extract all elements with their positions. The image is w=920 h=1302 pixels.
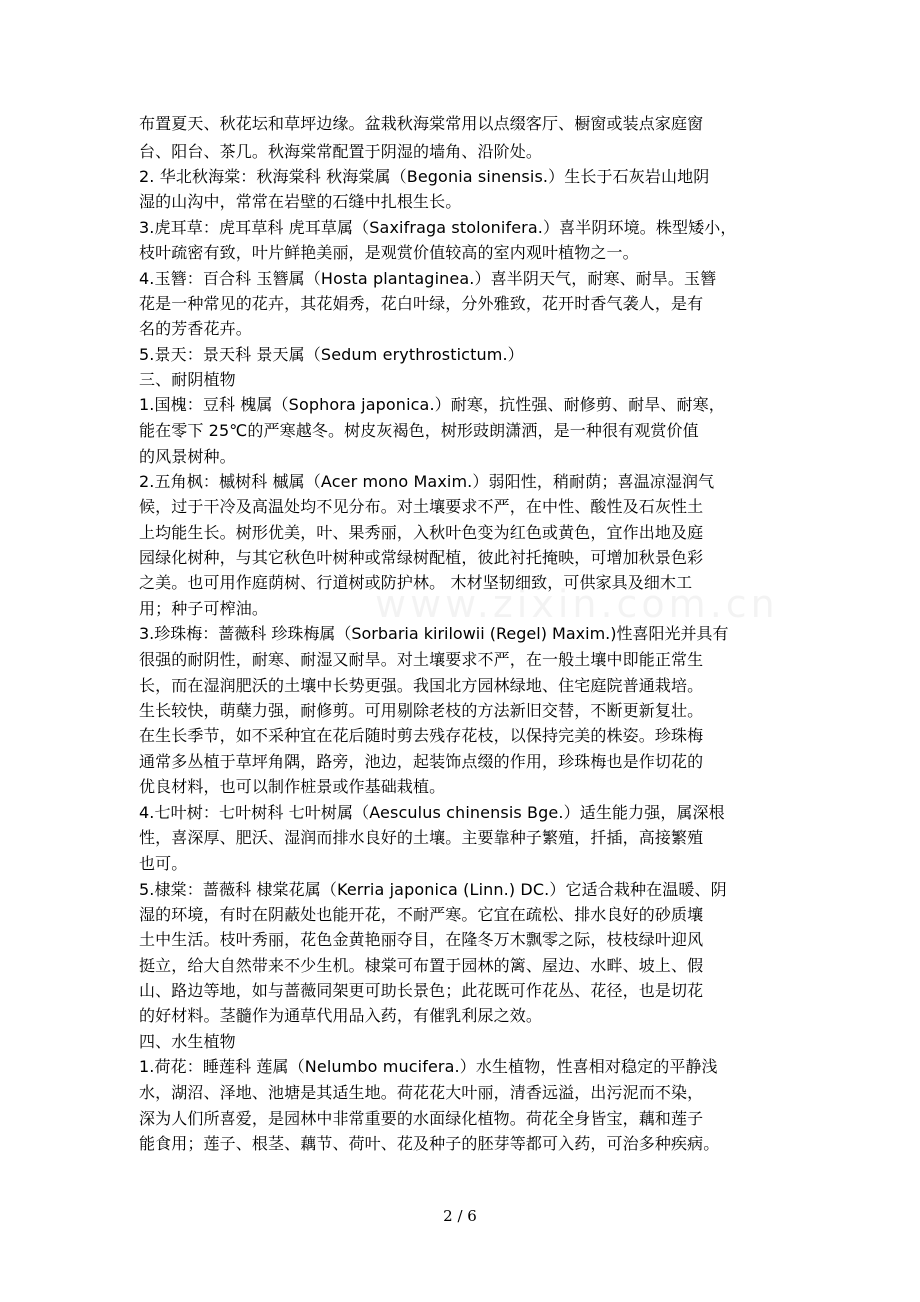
text-line: 能在零下 25℃的严寒越冬。树皮灰褐色，树形豉朗潇洒，是一种很有观赏价值 xyxy=(139,421,699,440)
text-line: 5.景天：景天科 景天属（Sedum erythrostictum.） xyxy=(139,345,524,364)
text-line: 5.棣棠：蔷薇科 棣棠花属（Kerria japonica (Linn.) DC.）它适合栽种在温暖、阴 xyxy=(139,880,727,899)
section-heading: 三、耐阴植物 xyxy=(139,370,236,389)
text-line: 深为人们所喜爱，是园林中非常重要的水面绿化植物。荷花全身皆宝，藕和莲子 xyxy=(139,1109,704,1128)
text-line: 3.珍珠梅：蔷薇科 珍珠梅属（Sorbaria kirilowii (Regel) Maxim.)性喜阳光并具有 xyxy=(139,624,729,643)
section-heading: 四、水生植物 xyxy=(139,1032,236,1051)
text-line: 长，而在湿润肥沃的土壤中长势更强。我国北方园林绿地、住宅庭院普通栽培。 xyxy=(139,676,704,695)
text-line: 湿的山沟中，常常在岩壁的石缝中扎根生长。 xyxy=(139,192,462,211)
text-line: 花是一种常见的花卉，其花娟秀，花白叶绿，分外雅致，花开时香气袭人，是有 xyxy=(139,294,704,313)
text-line: 3.虎耳草：虎耳草科 虎耳草属（Saxifraga stolonifera.）喜半阴环境。株型矮小， xyxy=(139,218,737,237)
text-line: 候，过于干冷及高温处均不见分布。对土壤要求不严，在中性、酸性及石灰性土 xyxy=(139,497,704,516)
text-line: 性，喜深厚、肥沃、湿润而排水良好的土壤。主要靠种子繁殖，扦插，高接繁殖 xyxy=(139,828,704,847)
text-line: 布置夏天、秋花坛和草坪边缘。盆栽秋海棠常用以点缀客厅、橱窗或装点家庭窗 xyxy=(139,114,704,133)
text-line: 名的芳香花卉。 xyxy=(139,319,252,338)
text-line: 4.七叶树：七叶树科 七叶树属（Aesculus chinensis Bge.）适生能力强，属深根 xyxy=(139,803,725,822)
text-line: 能食用；莲子、根茎、藕节、荷叶、花及种子的胚芽等都可入药，可治多种疾病。 xyxy=(139,1134,720,1153)
text-line: 台、阳台、茶几。秋海棠常配置于阴湿的墙角、沿阶处。 xyxy=(139,142,543,161)
text-line: 1.国槐：豆科 槐属（Sophora japonica.）耐寒，抗性强、耐修剪、耐旱、耐寒， xyxy=(139,395,725,414)
text-line: 在生长季节，如不采种宜在花后随时剪去残存花枝，以保持完美的株姿。珍珠梅 xyxy=(139,726,704,745)
text-line: 优良材料，也可以制作桩景或作基础栽植。 xyxy=(139,777,446,796)
text-line: 土中生活。枝叶秀丽，花色金黄艳丽夺目，在隆冬万木飘零之际，枝枝绿叶迎风 xyxy=(139,930,704,949)
text-line: 枝叶疏密有致，叶片鲜艳美丽，是观赏价值较高的室内观叶植物之一。 xyxy=(139,243,639,262)
text-line: 山、路边等地，如与蔷薇同架更可助长景色；此花既可作花丛、花径，也是切花 xyxy=(139,981,704,1000)
text-line: 挺立，给大自然带来不少生机。棣棠可布置于园林的篱、屋边、水畔、坡上、假 xyxy=(139,956,704,975)
text-line: 4.玉簪：百合科 玉簪属（Hosta plantaginea.）喜半阴天气，耐寒、耐旱。玉簪 xyxy=(139,269,717,288)
text-line: 2. 华北秋海棠：秋海棠科 秋海棠属（Begonia sinensis.）生长于石灰岩山地阴 xyxy=(139,167,710,186)
text-line: 的风景树种。 xyxy=(139,447,236,466)
text-line: 湿的环境，有时在阴蔽处也能开花，不耐严寒。它宜在疏松、排水良好的砂质壤 xyxy=(139,905,704,924)
text-line: 很强的耐阴性，耐寒、耐湿又耐旱。对土壤要求不严，在一般土壤中即能正常生 xyxy=(139,650,704,669)
text-line: 2.五角枫：槭树科 槭属（Acer mono Maxim.）弱阳性，稍耐荫；喜温凉湿润气 xyxy=(139,472,715,491)
text-line: 园绿化树种，与其它秋色叶树种或常绿树配植，彼此衬托掩映，可增加秋景色彩 xyxy=(139,548,704,567)
text-line: 水，湖沼、泽地、池塘是其适生地。荷花花大叶丽，清香远溢，出污泥而不染， xyxy=(139,1083,704,1102)
text-line: 1.荷花：睡莲科 莲属（Nelumbo mucifera.）水生植物，性喜相对稳定的平静浅 xyxy=(139,1057,718,1076)
page-number: 2 / 6 xyxy=(443,1207,477,1225)
text-line: 生长较快，萌蘖力强，耐修剪。可用剔除老枝的方法新旧交替，不断更新复壮。 xyxy=(139,701,704,720)
text-line: 的好材料。茎髓作为通草代用品入药，有催乳利尿之效。 xyxy=(139,1006,543,1025)
text-line: 上均能生长。树形优美，叶、果秀丽，入秋叶色变为红色或黄色，宜作出地及庭 xyxy=(139,523,704,542)
text-line: 之美。也可用作庭荫树、行道树或防护林。 木材坚韧细致，可供家具及细木工 xyxy=(139,573,693,592)
text-line: 通常多丛植于草坪角隅，路旁，池边，起装饰点缀的作用，珍珠梅也是作切花的 xyxy=(139,752,704,771)
text-line: 用；种子可榨油。 xyxy=(139,599,268,618)
text-line: 也可。 xyxy=(139,854,188,873)
